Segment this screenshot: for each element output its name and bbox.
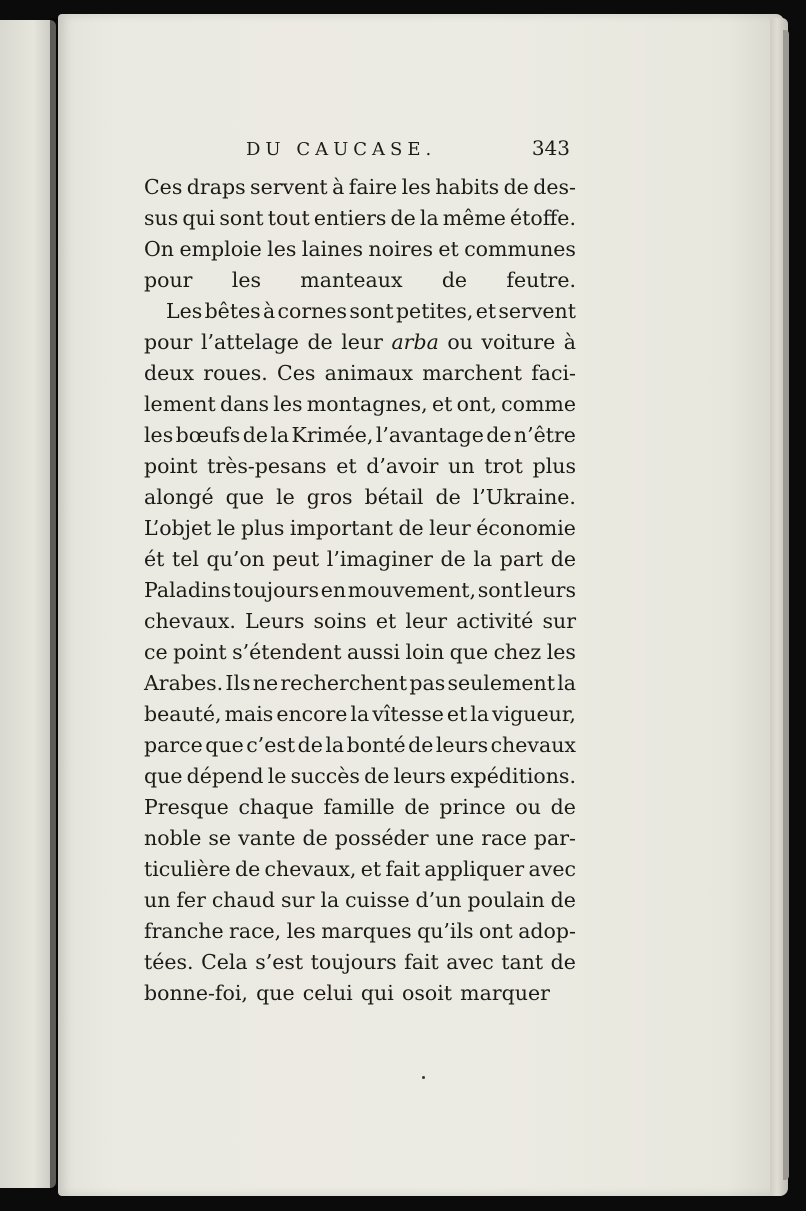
word: la — [350, 702, 370, 726]
word: beauté, — [144, 702, 222, 726]
text-line — [144, 792, 576, 823]
word: race, — [229, 919, 282, 943]
word: sont — [219, 206, 264, 230]
word: race — [481, 826, 527, 850]
word: mouvement, — [347, 578, 477, 602]
word: s’est — [255, 950, 304, 974]
word: les — [401, 175, 431, 199]
word: les — [267, 237, 297, 261]
word: bétail — [364, 485, 424, 509]
word: peut — [272, 547, 320, 571]
word: bonté — [346, 733, 406, 757]
word: feutre. — [506, 268, 576, 292]
word: laines — [301, 237, 363, 261]
word: chez — [493, 640, 542, 664]
word: faci- — [531, 361, 576, 385]
word: leur — [429, 516, 471, 540]
text-line — [144, 327, 576, 358]
word: de — [440, 547, 466, 571]
word: dépend — [186, 764, 264, 788]
word: Ces — [144, 175, 183, 199]
word: la — [270, 423, 290, 447]
word: gros — [306, 485, 353, 509]
text-line — [144, 761, 576, 792]
text-line — [144, 885, 576, 916]
word: Krimée, — [291, 423, 374, 447]
text-line — [144, 978, 576, 1009]
word: habits — [435, 175, 500, 199]
word: de — [234, 857, 261, 881]
word: leurs — [523, 578, 576, 602]
word: les — [546, 640, 576, 664]
word: que — [225, 485, 265, 509]
word: voiture — [481, 330, 556, 354]
word: vîtesse — [372, 702, 444, 726]
word: servent — [250, 175, 328, 199]
word: noires — [368, 237, 433, 261]
word: prince — [439, 795, 506, 819]
word: ce — [144, 640, 168, 664]
word: et — [431, 392, 453, 416]
word: ont, — [456, 392, 497, 416]
word: ont — [478, 919, 513, 943]
word: l’Ukraine. — [472, 485, 576, 509]
text-line — [144, 823, 576, 854]
word: les — [273, 392, 303, 416]
word: Presque — [144, 795, 229, 819]
word: de — [550, 950, 576, 974]
word: et — [475, 299, 497, 323]
word: l’attelage — [200, 330, 299, 354]
word: de — [364, 764, 390, 788]
word: cornes — [277, 299, 348, 323]
word: fait — [404, 950, 439, 974]
word: cuisse — [345, 888, 410, 912]
word: celui — [302, 981, 353, 1005]
word: poulain — [467, 888, 545, 912]
text-line — [144, 730, 576, 761]
word: vigueur, — [492, 702, 576, 726]
word: sur — [542, 609, 576, 633]
word: petites, — [395, 299, 474, 323]
word: Ces — [277, 361, 316, 385]
word: à — [263, 299, 276, 323]
left-page-edge — [0, 20, 56, 1188]
text-line — [144, 172, 576, 203]
word: montagnes, — [306, 392, 428, 416]
word: adop- — [518, 919, 576, 943]
word: de — [404, 795, 430, 819]
word: point — [144, 454, 198, 478]
word: marchent — [422, 361, 522, 385]
page-number: 343 — [531, 136, 570, 160]
text-line — [144, 358, 576, 389]
word: qu’on — [206, 547, 265, 571]
word: les — [144, 423, 174, 447]
word: tées. — [144, 950, 194, 974]
word: tel — [171, 547, 199, 571]
word: pour — [144, 330, 193, 354]
word: que — [256, 981, 295, 1005]
word: que — [449, 640, 489, 664]
word: d’avoir — [366, 454, 439, 478]
word: osoit — [401, 981, 452, 1005]
word: Les — [166, 299, 203, 323]
text-line — [144, 854, 576, 885]
paper-speck — [422, 1076, 425, 1079]
word: plus — [240, 516, 285, 540]
word: de — [550, 795, 576, 819]
word: lement — [144, 392, 216, 416]
running-head-title: DU CAUCASE. — [246, 139, 437, 160]
word: l’imaginer — [326, 547, 433, 571]
text-line — [144, 203, 576, 234]
text-line — [144, 451, 576, 482]
word: la — [473, 547, 493, 571]
word: de — [503, 175, 529, 199]
text-line — [144, 234, 576, 265]
word: de — [408, 733, 434, 757]
word: le — [276, 485, 295, 509]
word: leurs — [435, 733, 489, 757]
word: Arabes. — [144, 671, 224, 695]
word: de — [550, 547, 576, 571]
word: alongé — [144, 485, 214, 509]
text-line — [144, 947, 576, 978]
word: Cela — [201, 950, 248, 974]
word: toujours — [310, 950, 397, 974]
word: expéditions. — [449, 764, 576, 788]
word: dans — [219, 392, 270, 416]
word: arba — [391, 330, 439, 354]
word: sont — [477, 578, 523, 602]
word: part — [499, 547, 544, 571]
word: Leurs — [245, 609, 305, 633]
word: chevaux, — [264, 857, 357, 881]
word: roues. — [203, 361, 268, 385]
word: On — [144, 237, 175, 261]
word: vante — [238, 826, 296, 850]
text-line — [144, 606, 576, 637]
word: bonne-foi, — [144, 981, 248, 1005]
word: n’être — [513, 423, 576, 447]
word: pour — [144, 268, 193, 292]
text-line — [144, 916, 576, 947]
word: animaux — [324, 361, 413, 385]
word: comme — [501, 392, 576, 416]
word: de — [307, 330, 333, 354]
text-block — [144, 136, 576, 1009]
word: et — [375, 609, 397, 633]
text-line — [144, 699, 576, 730]
word: en — [320, 578, 347, 602]
word: de — [390, 206, 416, 230]
word: leur — [405, 609, 448, 633]
word: noble — [144, 826, 202, 850]
word: et — [438, 237, 459, 261]
word: chevaux — [490, 733, 576, 757]
word: fait — [385, 857, 421, 881]
word: des- — [533, 175, 576, 199]
word: avec — [446, 950, 494, 974]
word: entiers — [313, 206, 387, 230]
word: faire — [348, 175, 398, 199]
word: ou — [447, 330, 473, 354]
word: deux — [144, 361, 195, 385]
word: la — [419, 206, 439, 230]
page-fore-edge-shadow — [783, 30, 789, 1180]
word: aussi — [346, 640, 401, 664]
word: bêtes — [204, 299, 261, 323]
word: activité — [456, 609, 534, 633]
text-line — [144, 482, 576, 513]
word: tout — [267, 206, 310, 230]
word: leurs — [393, 764, 446, 788]
word: de — [398, 516, 424, 540]
text-line — [144, 575, 576, 606]
word: mais — [224, 702, 274, 726]
word: l’avantage — [375, 423, 484, 447]
word: seulement — [447, 671, 555, 695]
word: bœufs — [175, 423, 241, 447]
word: s’étendent — [232, 640, 342, 664]
word: et — [360, 857, 382, 881]
word: la — [470, 702, 490, 726]
word: se — [208, 826, 232, 850]
word: la — [325, 733, 345, 757]
word: communes — [464, 237, 576, 261]
word: soins — [313, 609, 367, 633]
word: de — [242, 423, 268, 447]
word: de — [302, 826, 328, 850]
word: parce — [144, 733, 203, 757]
word: de — [441, 268, 468, 292]
word: toujours — [233, 578, 320, 602]
text-line — [144, 420, 576, 451]
word: important — [289, 516, 393, 540]
word: le — [267, 764, 287, 788]
body-text — [144, 172, 576, 1009]
word: marquer — [460, 981, 550, 1005]
word: L’objet — [144, 516, 212, 540]
word: qui — [360, 981, 394, 1005]
text-line — [144, 544, 576, 575]
word: sus — [144, 206, 179, 230]
word: sur — [280, 888, 315, 912]
word: posséder — [334, 826, 429, 850]
word: même — [442, 206, 506, 230]
word: famille — [323, 795, 395, 819]
word: c’est — [246, 733, 296, 757]
word: une — [435, 826, 475, 850]
text-line — [144, 637, 576, 668]
word: très-pesans — [207, 454, 327, 478]
word: économie — [476, 516, 576, 540]
word: ou — [515, 795, 541, 819]
word: les — [286, 919, 316, 943]
word: marques — [321, 919, 412, 943]
text-line — [144, 389, 576, 420]
word: succès — [290, 764, 360, 788]
word: que — [205, 733, 244, 757]
word: de — [550, 888, 576, 912]
word: emploie — [179, 237, 262, 261]
word: qu’ils — [417, 919, 474, 943]
word: étoffe. — [510, 206, 576, 230]
running-head — [144, 136, 576, 172]
word: de — [435, 485, 461, 509]
word: ét — [144, 547, 165, 571]
word: à — [563, 330, 576, 354]
word: appliquer — [424, 857, 525, 881]
word: pas — [409, 671, 446, 695]
word: point — [173, 640, 227, 664]
word: d’un — [415, 888, 462, 912]
word: tant — [501, 950, 544, 974]
word: de — [486, 423, 512, 447]
word: la — [557, 671, 576, 695]
word: les — [231, 268, 261, 292]
word: draps — [186, 175, 246, 199]
word: manteaux — [300, 268, 403, 292]
word: ne — [252, 671, 279, 695]
word: un — [448, 454, 475, 478]
word: plus — [532, 454, 576, 478]
word: sont — [349, 299, 394, 323]
word: que — [144, 764, 183, 788]
text-line — [144, 296, 576, 327]
word: recherchent — [280, 671, 408, 695]
word: leur — [341, 330, 383, 354]
word: chaud — [211, 888, 276, 912]
word: ticulière — [144, 857, 231, 881]
word: Ils — [225, 671, 251, 695]
word: chevaux. — [144, 609, 236, 633]
word: par- — [533, 826, 576, 850]
word: et — [446, 702, 468, 726]
word: trot — [484, 454, 523, 478]
word: fer — [176, 888, 206, 912]
word: de — [297, 733, 323, 757]
word: avec — [528, 857, 576, 881]
word: à — [332, 175, 345, 199]
word: et — [336, 454, 357, 478]
word: franche — [144, 919, 224, 943]
word: la — [320, 888, 340, 912]
text-line — [144, 513, 576, 544]
word: servent — [498, 299, 576, 323]
word: qui — [182, 206, 216, 230]
word: le — [216, 516, 236, 540]
text-line — [144, 265, 576, 296]
word: chaque — [238, 795, 314, 819]
word: loin — [405, 640, 445, 664]
word: Paladins — [144, 578, 232, 602]
word: un — [144, 888, 171, 912]
text-line — [144, 668, 576, 699]
word: encore — [276, 702, 348, 726]
